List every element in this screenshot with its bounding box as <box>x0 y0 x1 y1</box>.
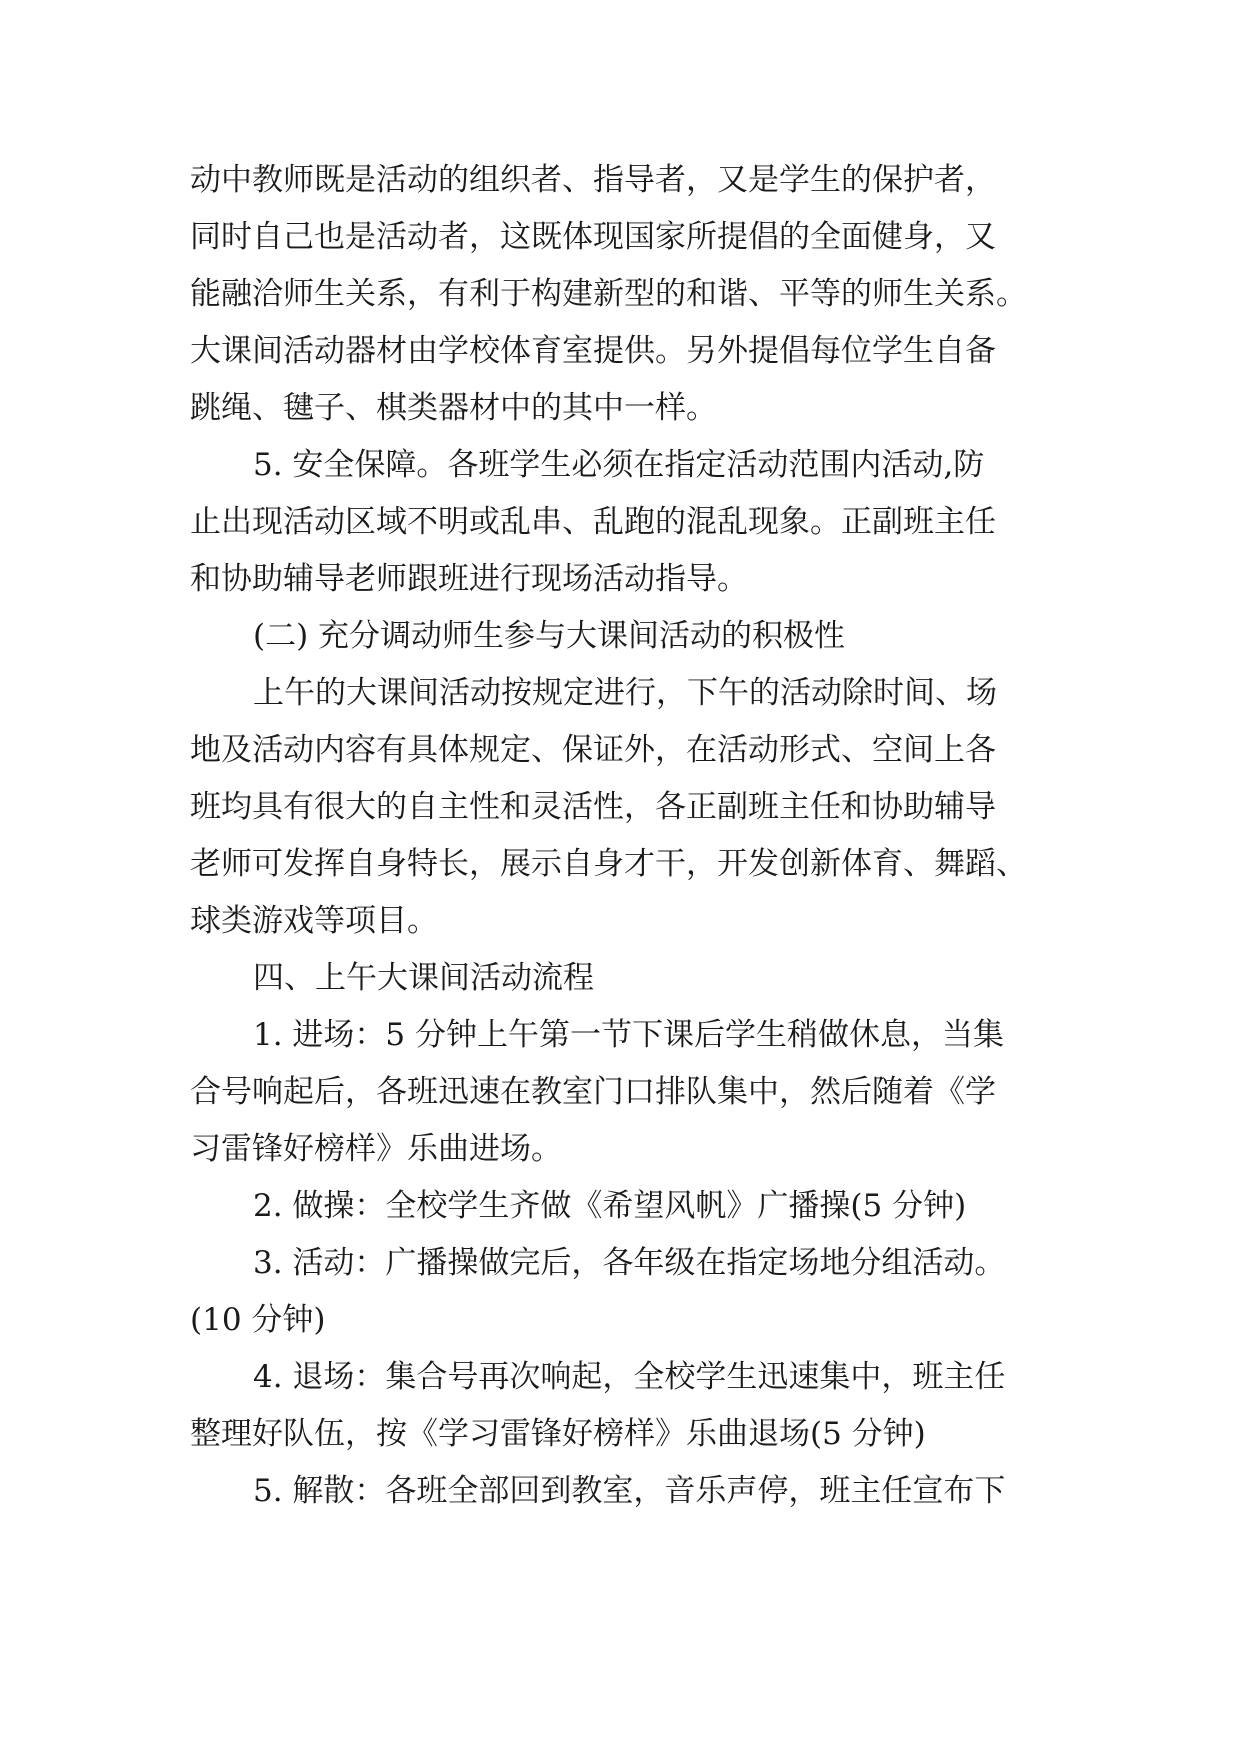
text-line: (10 分钟) <box>190 1302 326 1338</box>
text-line: 同时自己也是活动者，这既体现国家所提倡的全面健身，又 <box>190 219 996 255</box>
text-line: 止出现活动区域不明或乱串、乱跑的混乱现象。正副班主任 <box>190 504 996 540</box>
text-line: 和协助辅导老师跟班进行现场活动指导。 <box>190 561 748 597</box>
text-line: 5. 安全保障。各班学生必须在指定活动范围内活动,防 <box>253 447 985 483</box>
text-line: 习雷锋好榜样》乐曲进场。 <box>190 1131 562 1167</box>
text-line: 老师可发挥自身特长，展示自身才干，开发创新体育、舞蹈、 <box>190 846 1027 882</box>
text-line: 能融洽师生关系，有利于构建新型的和谐、平等的师生关系。 <box>190 276 1027 312</box>
text-line: 整理好队伍，按《学习雷锋好榜样》乐曲退场(5 分钟) <box>190 1416 926 1452</box>
text-line: 跳绳、毽子、棋类器材中的其中一样。 <box>190 390 717 426</box>
text-line: 1. 进场：5 分钟上午第一节下课后学生稍做休息，当集 <box>253 1017 1005 1053</box>
text-line: 球类游戏等项目。 <box>190 903 438 939</box>
section-heading: 四、上午大课间活动流程 <box>253 960 594 996</box>
section-heading: (二) 充分调动师生参与大课间活动的积极性 <box>253 618 846 654</box>
text-line: 地及活动内容有具体规定、保证外，在活动形式、空间上各 <box>190 732 996 768</box>
text-line: 4. 退场：集合号再次响起，全校学生迅速集中，班主任 <box>253 1359 1006 1395</box>
text-line: 2. 做操：全校学生齐做《希望风帆》广播操(5 分钟) <box>253 1188 967 1224</box>
text-line: 班均具有很大的自主性和灵活性，各正副班主任和协助辅导 <box>190 789 996 825</box>
text-line: 3. 活动：广播操做完后，各年级在指定场地分组活动。 <box>253 1245 1006 1281</box>
text-line: 动中教师既是活动的组织者、指导者，又是学生的保护者， <box>190 162 996 198</box>
text-line: 大课间活动器材由学校体育室提供。另外提倡每位学生自备 <box>190 333 996 369</box>
text-line: 上午的大课间活动按规定进行，下午的活动除时间、场 <box>253 675 997 711</box>
text-line: 5. 解散：各班全部回到教室，音乐声停，班主任宣布下 <box>253 1473 1006 1509</box>
text-line: 合号响起后，各班迅速在教室门口排队集中，然后随着《学 <box>190 1074 996 1110</box>
